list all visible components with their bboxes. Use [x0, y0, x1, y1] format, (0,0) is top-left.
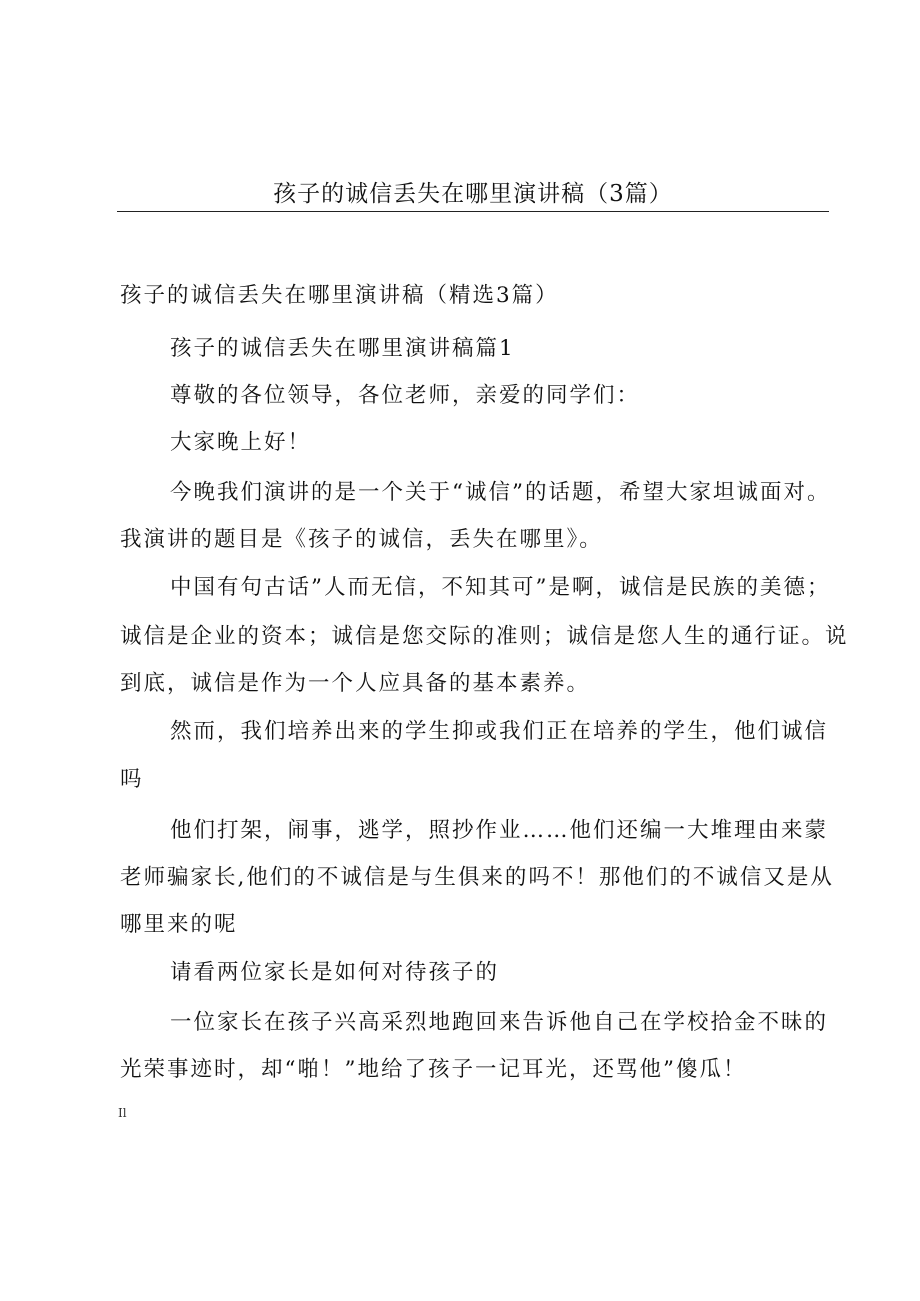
body-line: 我演讲的题目是《孩子的诚信，丢失在哪里》。	[120, 527, 603, 552]
body-line: 然而，我们培养出来的学生抑或我们正在培养的学生，他们诚信	[170, 719, 829, 744]
section-heading: 孩子的诚信丢失在哪里演讲稿篇1	[170, 336, 515, 361]
body-line: 老师骗家长,他们的不诚信是与生俱来的吗不！那他们的不诚信又是从	[120, 865, 834, 890]
body-line: 光荣事迹时，却“啪！”地给了孩子一记耳光，还骂他”傻瓜！	[120, 1057, 747, 1082]
body-line: 到底，诚信是作为一个人应具备的基本素养。	[120, 671, 591, 696]
body-line: 今晚我们演讲的是一个关于“诚信”的话题，希望大家坦诚面对。	[170, 480, 831, 505]
body-line: 吗	[120, 767, 144, 792]
body-line: 中国有句古话”人而无信，不知其可”是啊，诚信是民族的美德；	[170, 575, 831, 600]
body-line: 他们打架，闹事，逃学，照抄作业……他们还编一大堆理由来蒙	[170, 818, 829, 843]
greeting-line: 尊敬的各位领导，各位老师，亲爱的同学们：	[170, 383, 641, 408]
body-line: 哪里来的呢	[120, 912, 238, 937]
title-underline	[117, 211, 829, 212]
document-title: 孩子的诚信丢失在哪里演讲稿（3篇）	[273, 181, 673, 207]
greeting-line: 大家晚上好！	[170, 430, 312, 455]
body-line: 一位家长在孩子兴高采烈地跑回来告诉他自己在学校拾金不昧的	[170, 1010, 829, 1035]
subtitle-line: 孩子的诚信丢失在哪里演讲稿（精选3篇）	[120, 283, 559, 308]
body-line: 请看两位家长是如何对待孩子的	[170, 960, 500, 985]
page-footer-mark: Il	[118, 1106, 127, 1120]
body-line: 诚信是企业的资本；诚信是您交际的准则；诚信是您人生的通行证。说	[120, 624, 849, 649]
